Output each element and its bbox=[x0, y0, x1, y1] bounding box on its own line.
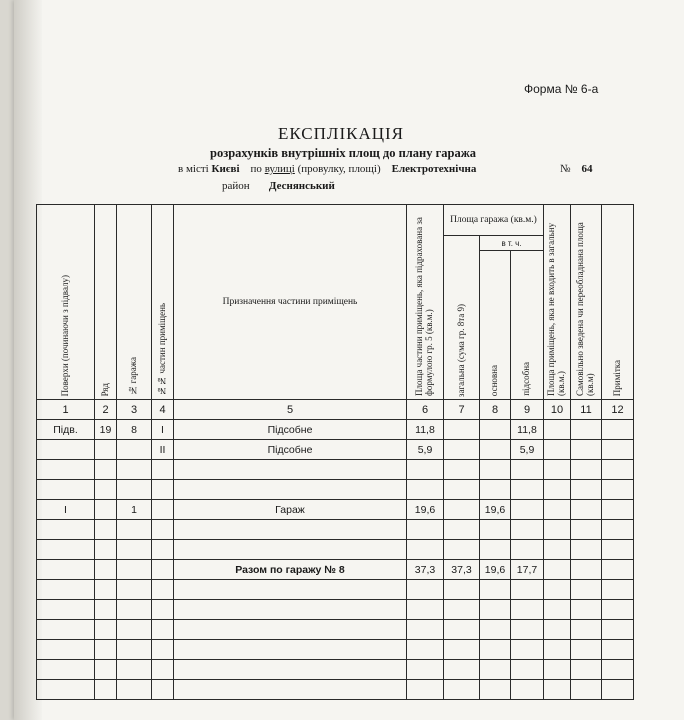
table-cell bbox=[511, 680, 544, 700]
table-cell bbox=[152, 640, 174, 660]
table-cell bbox=[571, 460, 602, 480]
table-cell bbox=[480, 580, 511, 600]
table-cell bbox=[571, 440, 602, 460]
table-cell bbox=[480, 680, 511, 700]
table-cell bbox=[571, 640, 602, 660]
table-cell bbox=[602, 640, 634, 660]
table-cell: 17,7 bbox=[511, 560, 544, 580]
table-cell bbox=[480, 540, 511, 560]
column-number: 1 bbox=[37, 400, 95, 420]
table-cell: Підсобне bbox=[174, 440, 407, 460]
table-cell bbox=[480, 420, 511, 440]
column-number: 8 bbox=[480, 400, 511, 420]
table-cell bbox=[444, 680, 480, 700]
table-cell bbox=[571, 520, 602, 540]
table-row bbox=[37, 540, 634, 560]
table-cell: 19,6 bbox=[480, 500, 511, 520]
table-cell bbox=[480, 600, 511, 620]
table-cell bbox=[511, 640, 544, 660]
table-cell: Підв. bbox=[37, 420, 95, 440]
table-cell bbox=[117, 600, 152, 620]
street-type-rest: (провулку, площі) bbox=[297, 163, 381, 175]
table-cell bbox=[544, 620, 571, 640]
table-cell bbox=[407, 540, 444, 560]
table-row bbox=[37, 460, 634, 480]
table-row bbox=[37, 560, 634, 580]
table-cell bbox=[571, 540, 602, 560]
table-cell bbox=[37, 520, 95, 540]
table-cell: 11,8 bbox=[407, 420, 444, 440]
table-cell: I bbox=[152, 420, 174, 440]
table-cell bbox=[407, 660, 444, 680]
table-row bbox=[37, 620, 634, 640]
table-cell bbox=[95, 620, 117, 640]
column-number: 9 bbox=[511, 400, 544, 420]
table-row bbox=[37, 680, 634, 700]
table-cell bbox=[444, 520, 480, 540]
table-cell bbox=[511, 460, 544, 480]
table-cell: 37,3 bbox=[444, 560, 480, 580]
table-cell bbox=[511, 540, 544, 560]
table-cell bbox=[174, 680, 407, 700]
table-cell bbox=[544, 560, 571, 580]
table-cell bbox=[511, 500, 544, 520]
table-cell bbox=[407, 580, 444, 600]
table-cell bbox=[117, 560, 152, 580]
table-cell bbox=[117, 580, 152, 600]
table-cell bbox=[37, 600, 95, 620]
city-prefix: в місті bbox=[178, 163, 209, 175]
table-cell bbox=[95, 680, 117, 700]
table-row bbox=[37, 660, 634, 680]
table-cell bbox=[571, 680, 602, 700]
column-number-row bbox=[37, 400, 634, 420]
table-cell: 37,3 bbox=[407, 560, 444, 580]
table-cell bbox=[544, 500, 571, 520]
table-cell: 8 bbox=[117, 420, 152, 440]
header-aux: підсобна bbox=[511, 251, 544, 400]
table-row bbox=[37, 420, 634, 440]
table-cell: 5,9 bbox=[511, 440, 544, 460]
table-cell bbox=[407, 460, 444, 480]
table-cell bbox=[152, 460, 174, 480]
table-cell bbox=[37, 640, 95, 660]
table-cell bbox=[544, 580, 571, 600]
table-cell bbox=[544, 600, 571, 620]
table-cell bbox=[152, 520, 174, 540]
table-row bbox=[37, 600, 634, 620]
header-main: основна bbox=[480, 251, 511, 400]
table-cell bbox=[444, 480, 480, 500]
table-cell bbox=[174, 600, 407, 620]
table-cell bbox=[444, 500, 480, 520]
header-area-part: Площа частини приміщень, яка підрахована за формулою гр. 5 (кв.м.) bbox=[407, 205, 444, 400]
table-cell bbox=[95, 520, 117, 540]
table-cell bbox=[544, 640, 571, 660]
header-garage-no: № гаража bbox=[117, 205, 152, 400]
table-cell bbox=[602, 500, 634, 520]
table-cell: Підсобне bbox=[174, 420, 407, 440]
table-cell bbox=[571, 480, 602, 500]
table-cell bbox=[480, 460, 511, 480]
table-cell bbox=[117, 540, 152, 560]
table-cell bbox=[571, 600, 602, 620]
column-number: 4 bbox=[152, 400, 174, 420]
table-cell bbox=[602, 620, 634, 640]
table-cell bbox=[444, 600, 480, 620]
column-number: 5 bbox=[174, 400, 407, 420]
table-cell bbox=[480, 660, 511, 680]
table-cell bbox=[444, 440, 480, 460]
table-cell bbox=[444, 460, 480, 480]
table-cell bbox=[407, 640, 444, 660]
table-cell bbox=[602, 480, 634, 500]
table-cell bbox=[571, 580, 602, 600]
table-cell bbox=[152, 620, 174, 640]
table-cell bbox=[37, 660, 95, 680]
table-cell bbox=[480, 620, 511, 640]
header-not-included: Площа приміщень, яка не входить в загальну (кв.м.) bbox=[544, 205, 571, 400]
table-row bbox=[37, 580, 634, 600]
table-cell bbox=[95, 460, 117, 480]
table-cell bbox=[37, 480, 95, 500]
table-row bbox=[37, 480, 634, 500]
table-cell bbox=[544, 660, 571, 680]
table-cell bbox=[444, 420, 480, 440]
table-cell: 19,6 bbox=[480, 560, 511, 580]
table-cell: 19 bbox=[95, 420, 117, 440]
table-cell bbox=[602, 600, 634, 620]
table-cell: Гараж bbox=[174, 500, 407, 520]
table-cell bbox=[407, 520, 444, 540]
table-cell bbox=[444, 540, 480, 560]
table-cell bbox=[544, 520, 571, 540]
header-note: Примітка bbox=[602, 205, 634, 400]
table-cell: 19,6 bbox=[407, 500, 444, 520]
table-cell bbox=[544, 540, 571, 560]
table-cell bbox=[37, 440, 95, 460]
table-cell bbox=[95, 560, 117, 580]
table-cell bbox=[544, 460, 571, 480]
table-cell bbox=[152, 680, 174, 700]
table-cell: II bbox=[152, 440, 174, 460]
table-cell bbox=[37, 560, 95, 580]
table-cell bbox=[480, 440, 511, 460]
table-cell bbox=[174, 640, 407, 660]
district-line bbox=[222, 180, 335, 192]
house-number bbox=[560, 163, 593, 175]
table-cell bbox=[95, 580, 117, 600]
column-number: 12 bbox=[602, 400, 634, 420]
table-cell bbox=[602, 580, 634, 600]
explication-table bbox=[36, 204, 634, 700]
column-number: 6 bbox=[407, 400, 444, 420]
table-row bbox=[37, 500, 634, 520]
table-cell bbox=[95, 480, 117, 500]
table-cell bbox=[480, 480, 511, 500]
table-cell bbox=[95, 540, 117, 560]
header-total: загальна (сума гр. 8та 9) bbox=[444, 236, 480, 400]
header-unauthorized: Самовільно зведена чи переобладнана площа (кв.м) bbox=[571, 205, 602, 400]
table-cell bbox=[511, 480, 544, 500]
form-number: Форма № 6-а bbox=[524, 82, 599, 96]
number-value: 64 bbox=[581, 163, 593, 175]
table-cell bbox=[480, 520, 511, 540]
table-cell bbox=[37, 540, 95, 560]
table-cell bbox=[174, 660, 407, 680]
street-prefix: по bbox=[250, 163, 262, 175]
column-number: 2 bbox=[95, 400, 117, 420]
table-cell bbox=[602, 420, 634, 440]
table-cell bbox=[511, 520, 544, 540]
table-cell bbox=[571, 660, 602, 680]
table-cell bbox=[407, 680, 444, 700]
table-cell bbox=[571, 500, 602, 520]
number-label: № bbox=[560, 163, 571, 175]
header-floor: Поверхи (починаючи з підвалу) bbox=[37, 205, 95, 400]
table-cell bbox=[152, 600, 174, 620]
table-cell bbox=[95, 600, 117, 620]
table-cell bbox=[152, 540, 174, 560]
table-cell bbox=[95, 500, 117, 520]
table-cell bbox=[602, 460, 634, 480]
address-line bbox=[178, 163, 476, 175]
table-cell bbox=[602, 540, 634, 560]
city-value: Києві bbox=[211, 163, 240, 175]
table-cell bbox=[174, 540, 407, 560]
table-cell bbox=[511, 620, 544, 640]
header-part-no: №№ частин приміщень bbox=[152, 205, 174, 400]
header-row: Ряд bbox=[95, 205, 117, 400]
column-number: 11 bbox=[571, 400, 602, 420]
table-cell bbox=[117, 640, 152, 660]
table-cell bbox=[444, 640, 480, 660]
table-cell bbox=[152, 580, 174, 600]
district-value: Деснянський bbox=[268, 180, 335, 192]
table-cell bbox=[174, 580, 407, 600]
table-cell bbox=[407, 600, 444, 620]
column-number: 10 bbox=[544, 400, 571, 420]
table-cell bbox=[95, 440, 117, 460]
table-cell bbox=[480, 640, 511, 660]
table-cell bbox=[544, 680, 571, 700]
table-cell: 1 bbox=[117, 500, 152, 520]
column-number: 3 bbox=[117, 400, 152, 420]
table-cell bbox=[152, 560, 174, 580]
table-cell bbox=[117, 440, 152, 460]
table-cell bbox=[444, 620, 480, 640]
table-cell bbox=[95, 660, 117, 680]
street-type: вулиці bbox=[264, 163, 295, 175]
table-cell bbox=[117, 620, 152, 640]
table-row bbox=[37, 440, 634, 460]
table-cell bbox=[444, 660, 480, 680]
document-subtitle: розрахунків внутрішніх площ до плану гаража bbox=[210, 146, 477, 160]
header-incl: в т. ч. bbox=[480, 236, 544, 251]
table-cell bbox=[117, 660, 152, 680]
table-cell bbox=[152, 500, 174, 520]
table-cell bbox=[174, 520, 407, 540]
table-cell bbox=[152, 480, 174, 500]
table-cell bbox=[444, 580, 480, 600]
table-cell bbox=[117, 460, 152, 480]
header-purpose: Призначення частини приміщень bbox=[174, 205, 407, 400]
table-cell bbox=[602, 660, 634, 680]
column-number: 7 bbox=[444, 400, 480, 420]
document-title: ЕКСПЛІКАЦІЯ bbox=[278, 124, 404, 143]
table-cell bbox=[37, 620, 95, 640]
table-row bbox=[37, 640, 634, 660]
header-garage-area: Площа гаража (кв.м.) bbox=[444, 205, 544, 236]
table-cell bbox=[544, 420, 571, 440]
table-cell bbox=[174, 460, 407, 480]
table-cell: 11,8 bbox=[511, 420, 544, 440]
table-cell bbox=[602, 440, 634, 460]
table-cell bbox=[511, 660, 544, 680]
table-cell bbox=[117, 680, 152, 700]
table-cell bbox=[174, 620, 407, 640]
street-value: Електротехнічна bbox=[391, 163, 477, 175]
table-cell bbox=[511, 580, 544, 600]
district-label: район bbox=[222, 180, 250, 192]
table-cell bbox=[37, 580, 95, 600]
table-cell bbox=[174, 480, 407, 500]
table-cell bbox=[571, 420, 602, 440]
table-cell bbox=[407, 480, 444, 500]
table-cell bbox=[571, 620, 602, 640]
table-cell bbox=[571, 560, 602, 580]
table-cell bbox=[117, 480, 152, 500]
table-cell: 5,9 bbox=[407, 440, 444, 460]
table-cell bbox=[602, 560, 634, 580]
table-cell bbox=[602, 520, 634, 540]
table-cell: Разом по гаражу № 8 bbox=[174, 560, 407, 580]
table-cell bbox=[37, 460, 95, 480]
table-cell: I bbox=[37, 500, 95, 520]
table-cell bbox=[407, 620, 444, 640]
table-cell bbox=[544, 440, 571, 460]
table-cell bbox=[544, 480, 571, 500]
table-cell bbox=[95, 640, 117, 660]
table-cell bbox=[152, 660, 174, 680]
table-cell bbox=[511, 600, 544, 620]
table-cell bbox=[117, 520, 152, 540]
table-cell bbox=[37, 680, 95, 700]
table-row bbox=[37, 520, 634, 540]
table-cell bbox=[602, 680, 634, 700]
